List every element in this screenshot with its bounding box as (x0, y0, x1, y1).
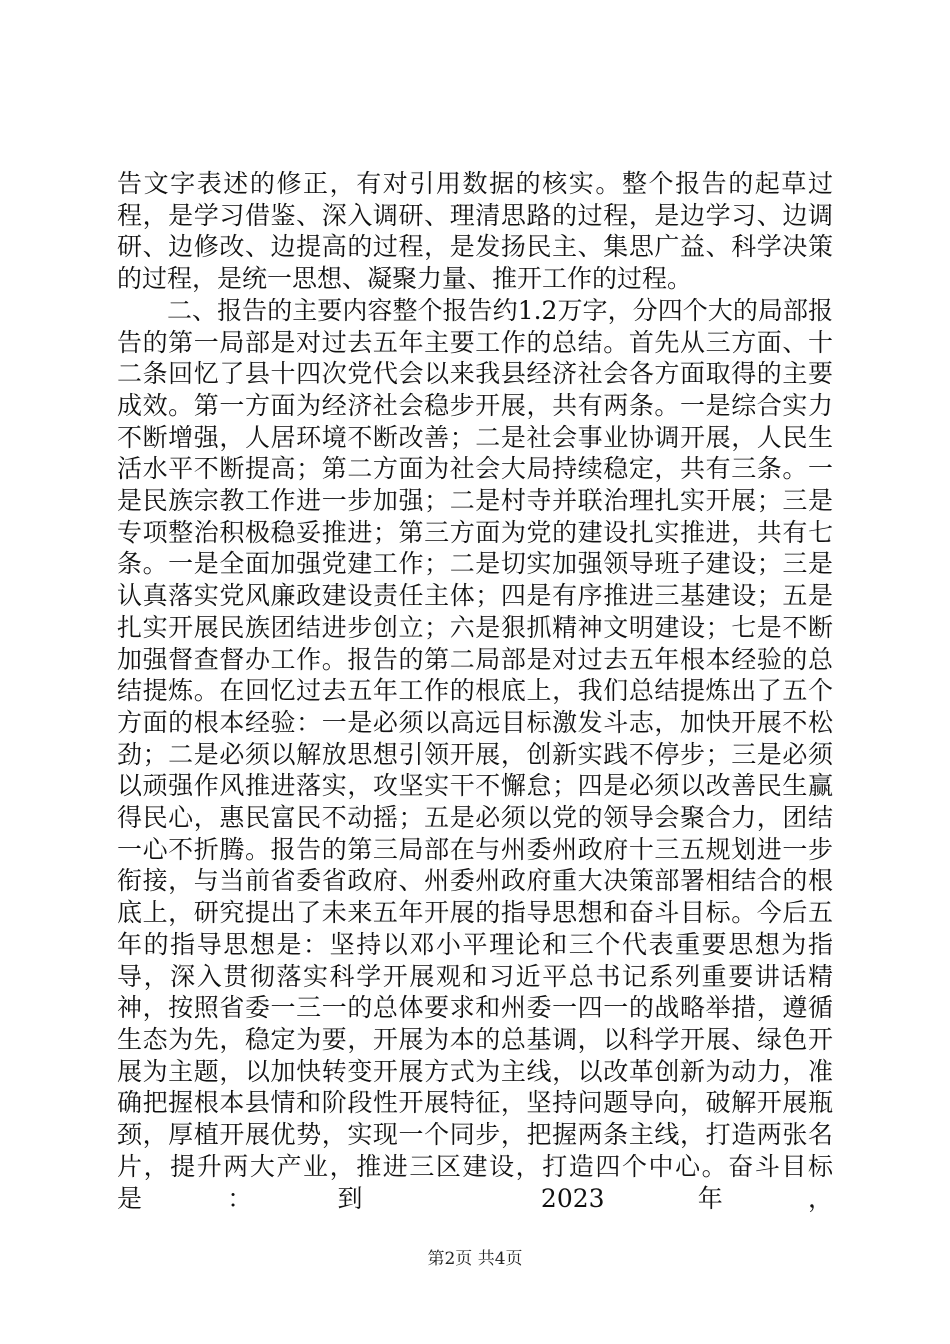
document-body (117, 168, 833, 1214)
page-footer: 第2页 共4页 (427, 1249, 523, 1269)
paragraph-1: 告文字表述的修正，有对引用数据的核实。整个报告的起草过程，是学习借鉴、深入调研、理清思路的过程，是边学习、边调研、边修改、边提高的过程，是发扬民主、集思广益、科学决策的过程，是统一思想、凝聚力量、推开工作的过程。 (117, 169, 833, 294)
paragraph-2: 二、报告的主要内容整个报告约1.2万字，分四个大的局部报告的第一局部是对过去五年主要工作的总结。首先从三方面、十二条回忆了县十四次党代会以来我县经济社会各方面取得的主要成效。第一方面为经济社会稳步开展，共有两条。一是综合实力不断增强，人居环境不断改善；二是社会事业协调开展，人民生活水平不断提高；第二方面为社会大局持续稳定，共有三条。一是民族宗教工作进一步加强；二是村寺并联治理扎实开展；三是专项整治积极稳妥推进；第三方面为党的建设扎实推进，共有七条。一是全面加强党建工作；二是切实加强领导班子建设；三是认真落实党风廉政建设责任主体；四是有序推进三基建设；五是扎实开展民族团结进步创立；六是狠抓精神文明建设；七是不断加强督查督办工作。报告的第二局部是对过去五年根本经验的总结提炼。在回忆过去五年工作的根底上，我们总结提炼出了五个方面的根本经验：一是必须以高远目标激发斗志，加快开展不松劲；二是必须以解放思想引领开展，创新实践不停步；三是必须以顽强作风推进落实，攻坚实干不懈怠；四是必须以改善民生赢得民心，惠民富民不动摇；五是必须以党的领导会聚合力，团结一心不折腾。报告的第三局部在与州委州政府十三五规划进一步衔接，与当前省委省政府、州委州政府重大决策部署相结合的根底上，研究提出了未来五年开展的指导思想和奋斗目标。今后五年的指导思想是：坚持以邓小平理论和三个代表重要思想为指导，深入贯彻落实科学开展观和习近平总书记系列重要讲话精神，按照省委一三一的总体要求和州委一四一的战略举措，遵循生态为先，稳定为要，开展为本的总基调，以科学开展、绿色开展为主题，以加快转变开展方式为主线，以改革创新为动力，准确把握根本县情和阶段性开展特征，坚持问题导向，破解开展瓶颈，厚植开展优势，实现一个同步，把握两条主线，打造两张名片，提升两大产业，推进三区建设，打造四个中心。奋斗目标是：到 2023 年， (117, 295, 833, 1213)
